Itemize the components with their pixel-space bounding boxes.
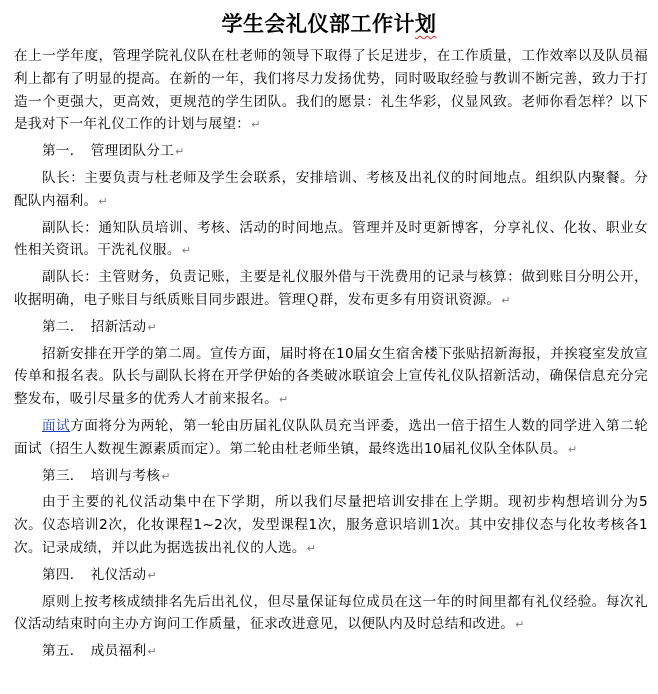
- document-body: [0, 45, 658, 664]
- paragraph-mark-icon: ↵: [161, 469, 171, 483]
- section-5-heading: 第五． 成员福利↵: [42, 643, 157, 660]
- intro-paragraph: 在上一学年度，管理学院礼仪队在杜老师的领导下取得了长足进步，在工作质量，工作效率以及队员福利上都有了明显的提高。在新的一年，我们将尽力发扬优势，同时吸取经验与教训不断完善，致力于打造一个更强大，更高效，更规范的学生团队。我们的愿景：礼生华彩，仪显风致。老师你看怎样？以下是我对下一年礼仪工作的计划与展望：↵: [14, 48, 648, 133]
- section-1-paragraph-3: 副队长：主管财务，负责记账，主要是礼仪服外借与干洗费用的记录与核算：做到账目分明公开，收据明确，电子账目与纸质账目同步跟进。管理Ｑ群，发布更多有用资讯资源。↵: [14, 269, 648, 308]
- section-1-paragraph-2: 副队长：通知队员培训、考核、活动的时间地点。管理并及时更新博客，分享礼仪、化妆、职业女性相关资讯。干洗礼仪服。↵: [14, 219, 648, 259]
- paragraph-mark-icon: ↵: [567, 442, 578, 456]
- paragraph-mark-icon: ↵: [515, 618, 525, 632]
- section-1-heading: 第一． 管理团队分工↵: [42, 143, 185, 160]
- paragraph-mark-icon: ↵: [175, 145, 185, 159]
- paragraph-mark-icon: ↵: [147, 645, 157, 659]
- paragraph-mark-icon: ↵: [147, 568, 157, 582]
- section-1-paragraph-1: 队长：主要负责与杜老师及学生会联系，安排培训、考核及出礼仪的时间地点。组织队内聚餐。分配队内福利。↵: [14, 169, 648, 209]
- section-3-paragraph-1: 由于主要的礼仪活动集中在下学期，所以我们尽量把培训安排在上学期。现初步构想培训分为5次。仪态培训2次，化妆课程1~2次，发型课程1次，服务意识培训1次。其中安排仪态与化妆考核各1次。记录成绩，并以此为据选拔出礼仪的人选。↵: [14, 494, 648, 556]
- paragraph-mark-icon: ↵: [306, 541, 317, 555]
- section-3-heading: 第三． 培训与考核↵: [42, 467, 171, 484]
- section-4-heading: 第四． 礼仪活动↵: [42, 566, 157, 583]
- paragraph-mark-icon: ↵: [147, 320, 157, 334]
- interview-link[interactable]: 面试: [42, 417, 71, 434]
- paragraph-mark-icon: ↵: [251, 118, 261, 132]
- paragraph-mark-icon: ↵: [98, 194, 108, 208]
- section-4-paragraph-1: 原则上按考核成绩排名先后出礼仪，但尽量保证每位成员在这一年的时间里都有礼仪经验。每次礼仪活动结束时向主办方询问工作质量，征求改进意见，以便队内及时总结和改进。↵: [14, 593, 648, 633]
- title-text: 学生会礼仪部工作计: [221, 12, 415, 36]
- section-2-paragraph-1: 招新安排在开学的第二周。宣传方面，届时将在10届女生宿舍楼下张贴招新海报，并挨寝室发放宣传单和报名表。队长与副队长将在开学伊始的各类破冰联谊会上宣传礼仪队招新活动，确保信息充分完整发布，吸引尽量多的优秀人才前来报名。↵: [14, 345, 648, 408]
- section-2-paragraph-2: 面试方面将分为两轮，第一轮由历届礼仪队队员充当评委，选出一倍于招生人数的同学进入第二轮面试（招生人数视生源素质而定）。第二轮由杜老师坐镇，最终选出10届礼仪队全体队员。↵: [14, 417, 648, 457]
- paragraph-mark-icon: ↵: [278, 393, 289, 407]
- paragraph-mark-icon: ↵: [181, 244, 192, 258]
- section-2-heading: 第二． 招新活动↵: [42, 318, 157, 335]
- paragraph-mark-icon: ↵: [501, 293, 511, 307]
- title-last-char-spellcheck: 划: [415, 12, 437, 36]
- document-title: [0, 11, 658, 37]
